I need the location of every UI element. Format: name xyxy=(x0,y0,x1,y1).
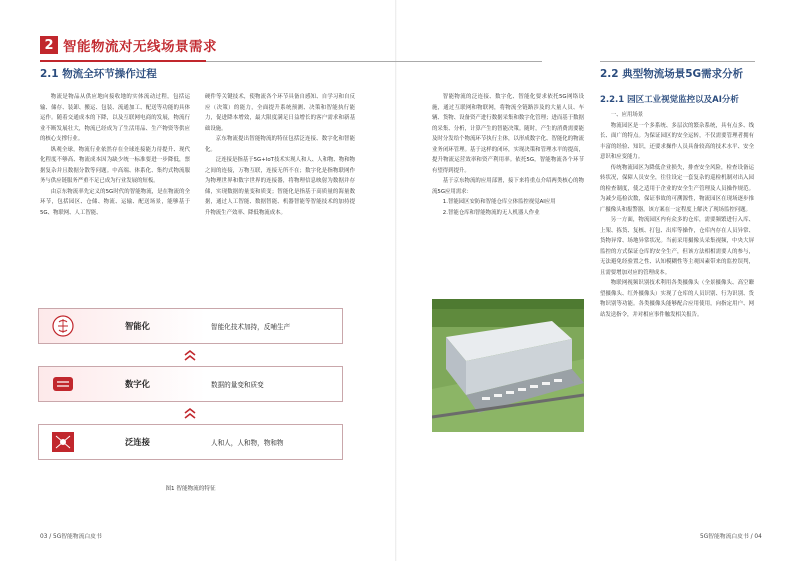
paragraph: 物联网视频识别技术利用各类摄像头（全景摄像头、高空瞭望摄像头、红外摄像头）实现了仓库的人员识别、行为识别、货物识别等功能。各类摄像头能够配合应用使用，向指定用户、网站发送指令，并对相应事件触发相关报告。 xyxy=(600,280,754,318)
section-title-2-1: 2.1 物流全环节操作过程 xyxy=(40,68,157,80)
page-fold xyxy=(395,0,397,561)
chapter-title: 智能物流对无线场景需求 xyxy=(63,39,217,55)
paragraph: 京东物流提出智能物流的特征包括泛连接、数字化和智能化。 xyxy=(205,136,355,153)
figure-value: 人和人，人和物，物和物 xyxy=(211,439,284,447)
paragraph: 另一方面，物流园区内有众多的仓库，需要频繁进行入库、上架、拣货、复核、打包、出库等操作，仓库内存在人员异常、货物异常、场地异常状况。当前采用摄像头采集视频，中央大屏监控的方式保证仓库的安全生产，但该方法相相需要人的参与，无法避免经验置之性、认知模糊性等主观因素带来的监控误判，且需要增加对应的管理成本。 xyxy=(600,217,754,276)
paragraph: 纵观全球，物流行业依然存在全球连接能力待提升、现代化程度不够高、物流成本因为缺少统一标准要进一步降低，票据复杂并且数据分散等问题。中高端、体系化、集约式物流服务与供应链服务严重不足已成为行业发展的短板。 xyxy=(40,146,190,184)
list-item: 2.智能仓库和智能物流的无人机器人作业 xyxy=(442,209,540,216)
warehouse-photo xyxy=(432,299,584,432)
chapter-number: 2 xyxy=(40,36,58,54)
section-title-2-2: 2.2 典型物流场景5G需求分析 xyxy=(600,68,744,80)
header-rule-right xyxy=(600,61,755,62)
paragraph: 基于京东物流的应用部署，接下来将重点介绍两类核心的物流5G应用需求： xyxy=(432,178,584,195)
figure-value: 数据的量变和质变 xyxy=(211,381,264,389)
figure-value: 智能化技术加持，反哺生产 xyxy=(211,323,291,331)
list-item: 1.智能园区安防和智能仓库立体监控视觉AI应用 xyxy=(442,199,556,205)
paragraph: 物流园区是一个多系统、多层次的繁杂系统，具有点多、线长、面广的特点。为保证园区的安全运转，不仅需要管理者拥有丰富的经验、知识，还要求操作人员具备较高的技术水平、安全意识和应变能力。 xyxy=(600,122,754,160)
figure-row-intelligent xyxy=(38,308,343,344)
chevron-up-icon xyxy=(183,348,197,362)
header-rule-accent xyxy=(40,60,206,62)
figure-caption: 图1 智能物流的特征 xyxy=(165,486,216,492)
network-icon xyxy=(51,431,75,453)
subheading: 一、应用场景 xyxy=(610,112,644,118)
paragraph: 由京东物流率先定义的5G时代的智能物流，是在物流的全环节，包括园区、仓储、物流、运输、配送场景，能够基于5G、物联网、人工智能、 xyxy=(40,188,190,216)
paragraph: 物流是物品从供应地向接收地的实体流动过程，包括运输、储存、装卸、搬运、包装、流通加工、配送等功能的具体运作。随着交通成本的下降，以及互联网电商的发展，物流行业不断发展壮大，物流已经成为了生活用品、生产物资等供应的核心支撑行业。 xyxy=(40,94,190,142)
footer-right: 5G智能物流白皮书 / 04 xyxy=(700,534,762,540)
figure-row-connected xyxy=(38,424,343,460)
text-column-2 xyxy=(205,92,355,218)
figure-key: 泛连接 xyxy=(125,437,150,447)
text-column-4 xyxy=(600,110,754,320)
footer-left: 03 / 5G智能物流白皮书 xyxy=(40,534,102,540)
figure-key: 智能化 xyxy=(125,321,150,331)
paragraph: 硬件等关键技术，使物流各个环节具备自感知、自学习和自反应（决策）的能力，全面提升系统预测、决策和智能执行能力，促进降本增效，最大限度满足日益增长的客户需求和新基础设施。 xyxy=(205,94,355,132)
chapter-header xyxy=(40,36,217,54)
paragraph: 泛连接是指基于5G+IoT技术实现人和人、人和物、物和物之间的连接，万物互联，连接无所不在；数字化是指物联网作为物理世界和数字世界的连接器，将物理信息映射为数据并存储，实现数据的量变和质变；智能化是指基于高质量的海量数据，通过人工智能、数据智能、机器智能等智能技术的加持提升物流生产效率、降低物流成本。 xyxy=(205,157,355,216)
text-column-3 xyxy=(432,92,584,218)
paragraph: 传统物流园区为降低企业损失，排查安全风险，检查设备运转状况，保障人员安全，往往设定一套复杂的巡检机制对出入园的检查制度，使之适用于企业的安全生产管理及人员操作规范。为减少巡检次数，保证事故的可溯源性，物流园区在现场逐步推广摄像头和报警器，该方案在一定程度上解决了现场监控问题。 xyxy=(600,164,754,213)
paragraph: 智能物流的泛连接、数字化、智能化要求依托5G网络设施，通过互联网和物联网，将物流全链路涉及的大量人员、车辆、货物、设备资产进行数据采集和数字化管理；进而基于数据的采集、分析，计算产生的智能决策。随时，产生的消费需要能及时分发给个物流环节执行主体，以形成数字化、智能化的物流业务闭环管理。基于这样的闭环，实现决策和管理水平的提高，提升物流运营效率和资产利用率。依托5G，智能物流各个环节有望得到提升。 xyxy=(432,94,584,174)
figure-row-digital xyxy=(38,366,343,402)
chevron-up-icon xyxy=(183,406,197,420)
database-icon xyxy=(51,373,75,395)
header-rule xyxy=(206,61,542,62)
text-column-1 xyxy=(40,92,190,218)
figure-smart-logistics xyxy=(38,298,343,492)
brain-icon xyxy=(51,315,75,337)
figure-key: 数字化 xyxy=(125,379,150,389)
subsection-title-2-2-1: 2.2.1 园区工业视觉监控以及AI分析 xyxy=(600,95,739,105)
